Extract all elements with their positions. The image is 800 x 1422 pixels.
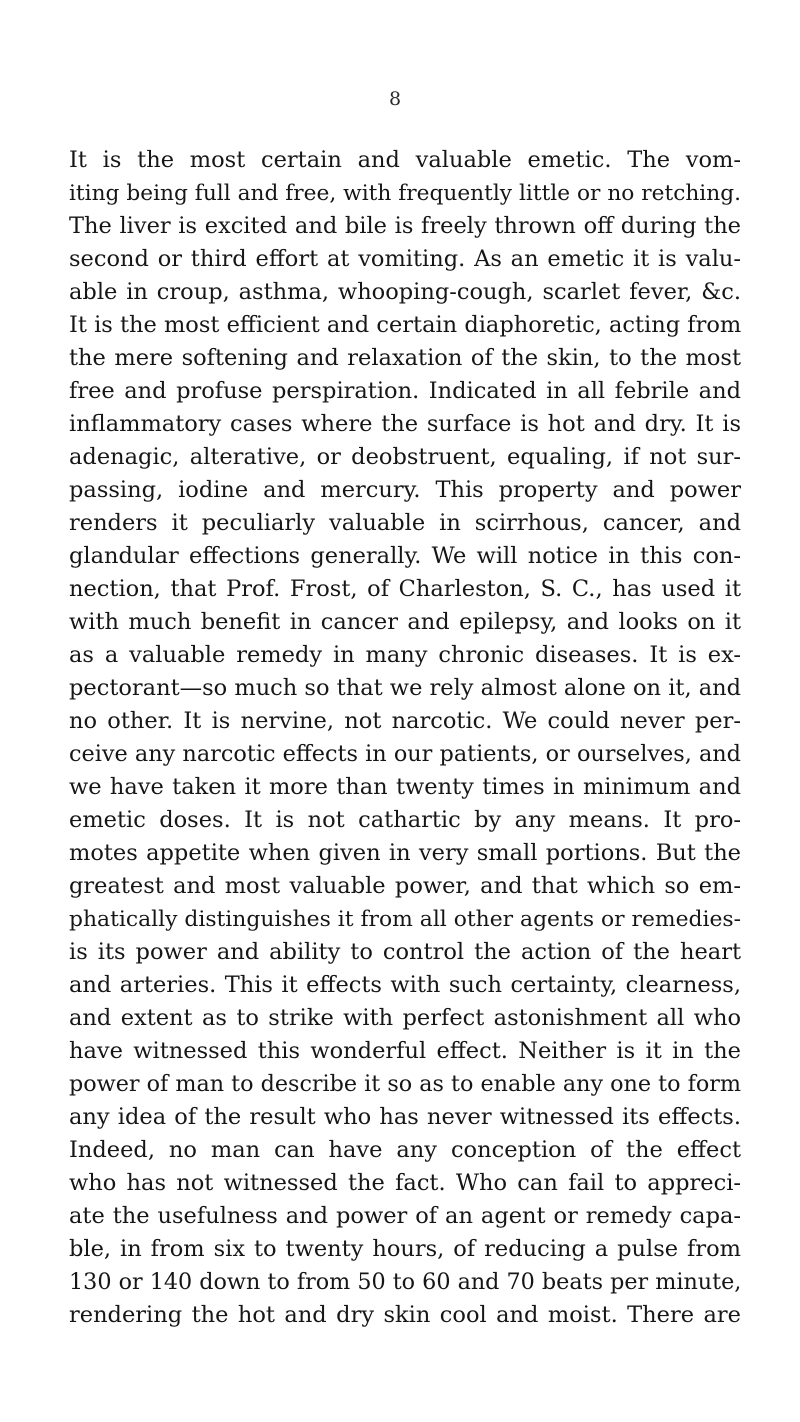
text-line: free and profuse perspiration. Indicated in all febrile and [69,378,741,404]
text-line: and extent as to strike with perfect astonishment all who [69,1005,741,1031]
body-text [69,144,741,1332]
text-line: ceive any narcotic effects in our patients, or ourselves, and [69,741,741,767]
text-line: Indeed, no man can have any conception of the effect [69,1137,741,1163]
text-line: glandular effections generally. We will notice in this con- [69,543,741,569]
text-line: It is the most certain and valuable emetic. The vom- [69,147,741,173]
text-line: have witnessed this wonderful effect. Neither is it in the [69,1038,741,1064]
text-line: as a valuable remedy in many chronic diseases. It is ex- [69,642,741,668]
text-line: no other. It is nervine, not narcotic. We could never per- [69,708,741,734]
text-line: able in croup, asthma, whooping-cough, scarlet fever, &c. [69,279,741,305]
text-line: phatically distinguishes it from all other agents or remedies- [69,907,742,932]
text-line: ate the usefulness and power of an agent or remedy capa- [69,1203,741,1229]
text-line: 130 or 140 down to from 50 to 60 and 70 beats per minute, [69,1269,742,1295]
text-line: second or third effort at vomiting. As an emetic it is valu- [69,246,741,272]
text-line: the mere softening and relaxation of the skin, to the most [69,345,741,371]
text-line: we have taken it more than twenty times in minimum and [69,774,741,800]
text-line: The liver is excited and bile is freely thrown off during the [69,213,741,239]
text-line: renders it peculiarly valuable in scirrhous, cancer, and [69,510,741,536]
text-line: motes appetite when given in very small portions. But the [69,840,741,866]
text-line: power of man to describe it so as to enable any one to form [69,1071,741,1097]
text-line: and arteries. This it effects with such certainty, clearness, [69,972,741,998]
text-line: any idea of the result who has never witnessed its effects. [69,1104,741,1130]
page-number: 8 [389,88,402,110]
text-line: It is the most efficient and certain diaphoretic, acting from [69,312,742,338]
text-line: rendering the hot and dry skin cool and moist. There are [69,1302,741,1328]
text-line: greatest and most valuable power, and that which so em- [69,873,741,899]
text-line: ble, in from six to twenty hours, of reducing a pulse from [69,1236,741,1262]
text-line: is its power and ability to control the action of the heart [69,939,741,965]
text-line: inflammatory cases where the surface is hot and dry. It is [69,411,741,437]
text-line: passing, iodine and mercury. This property and power [69,477,741,503]
text-line: pectorant—so much so that we rely almost alone on it, and [69,675,742,701]
text-line: who has not witnessed the fact. Who can fail to appreci- [69,1170,741,1196]
text-line: iting being full and free, with frequently little or no retching. [69,181,741,206]
text-line: emetic doses. It is not cathartic by any means. It pro- [69,807,741,833]
text-line: adenagic, alterative, or deobstruent, equaling, if not sur- [69,444,741,470]
text-line: nection, that Prof. Frost, of Charleston, S. C., has used it [69,576,741,602]
text-line: with much benefit in cancer and epilepsy, and looks on it [69,609,741,635]
